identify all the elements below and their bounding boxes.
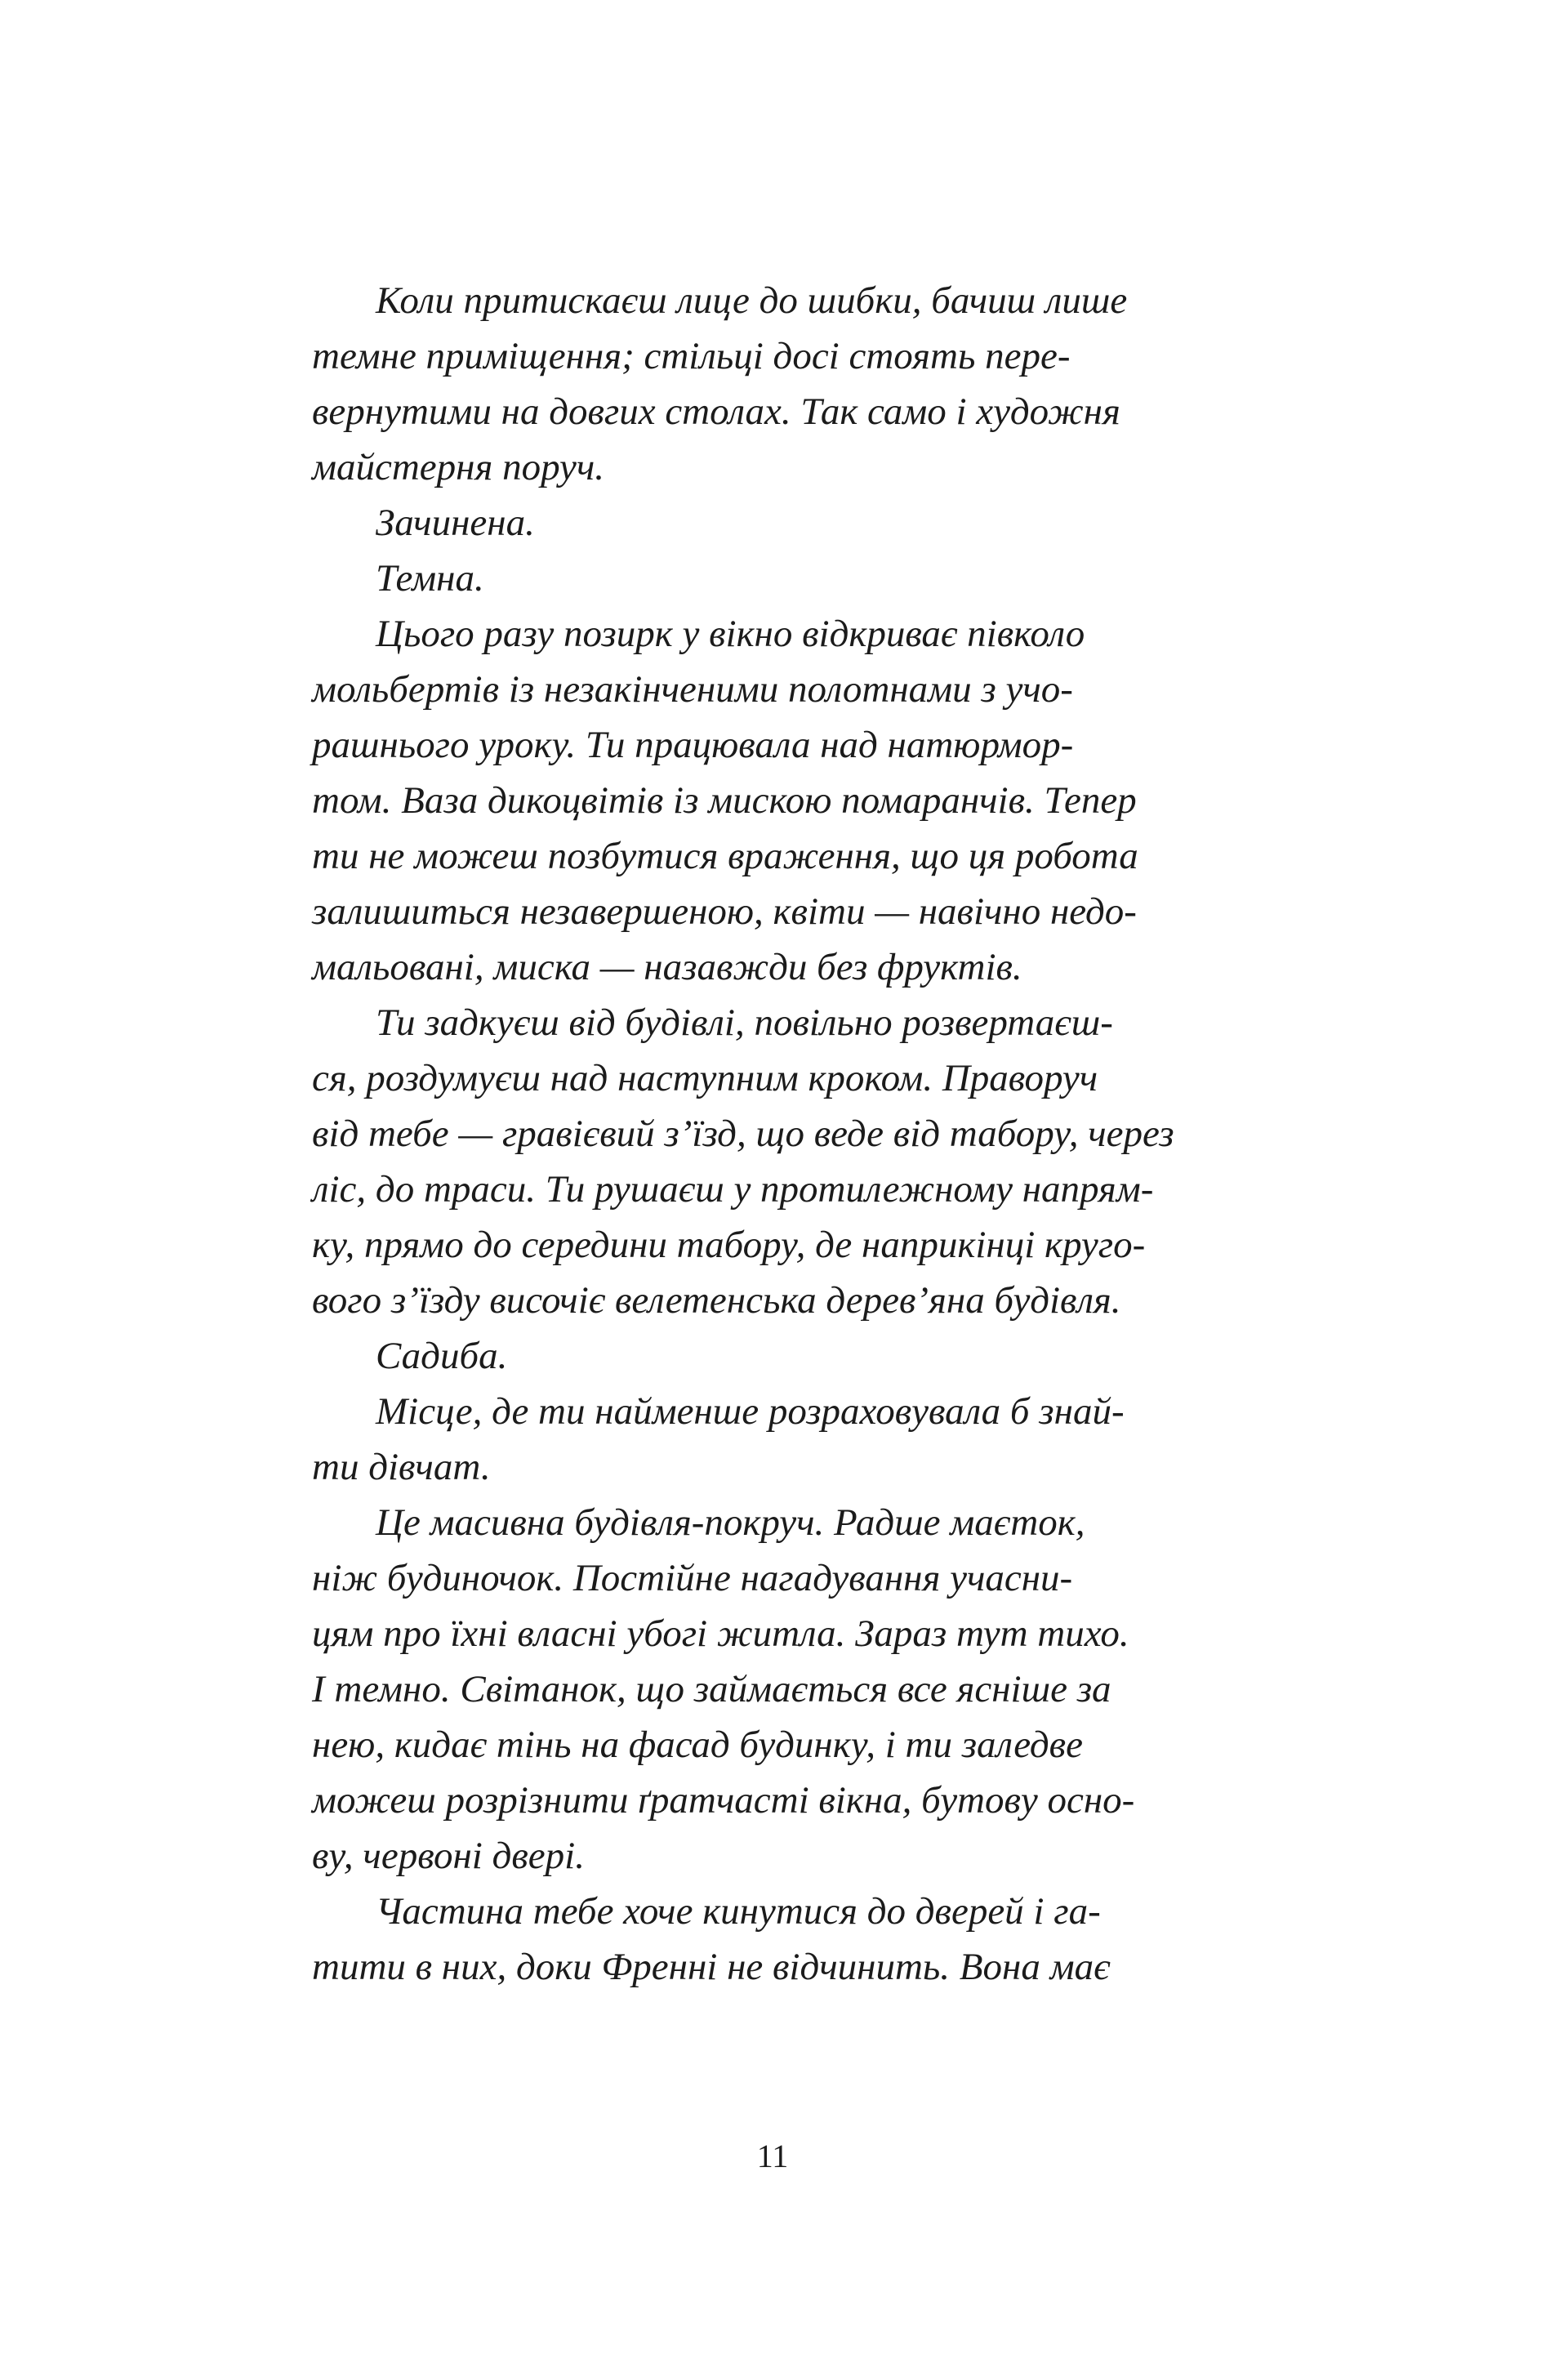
- text-line: мальовані, миска — назавжди без фруктів.: [312, 946, 1022, 988]
- text-line: тити в них, доки Френні не відчинить. Вона має: [312, 1946, 1111, 1988]
- text-line: ся, роздумуєш над наступним кроком. Праворуч: [312, 1057, 1098, 1099]
- text-line: І темно. Світанок, що займається все ясніше за: [312, 1668, 1111, 1710]
- text-line: Частина тебе хоче кинутися до дверей і га-: [376, 1890, 1101, 1933]
- page-number: 11: [756, 2138, 789, 2174]
- text-line: том. Ваза дикоцвітів із мискою помаранчів. Тепер: [312, 779, 1137, 822]
- text-line: ку, прямо до середини табору, де наприкінці круго-: [312, 1224, 1146, 1266]
- text-line: ти дівчат.: [312, 1446, 491, 1488]
- text-line: залишиться незавершеною, квіти — навічно недо-: [312, 890, 1137, 933]
- text-line: вернутими на довгих столах. Так само і художня: [312, 390, 1120, 433]
- text-line: ву, червоні двері.: [312, 1835, 585, 1877]
- text-line: Це масивна будівля-покруч. Радше маєток,: [376, 1501, 1085, 1544]
- text-line: Темна.: [376, 557, 484, 600]
- text-line: рашнього уроку. Ти працювала над натюрмор-: [312, 724, 1074, 766]
- text-line: темне приміщення; стільці досі стоять пере-: [312, 335, 1071, 377]
- text-line: Садиба.: [376, 1335, 508, 1377]
- text-line: від тебе — гравієвий з’їзд, що веде від табору, через: [312, 1113, 1174, 1155]
- text-line: нею, кидає тінь на фасад будинку, і ти заледве: [312, 1724, 1083, 1766]
- text-line: вого з’їзду височіє велетенська дерев’яна будівля.: [312, 1279, 1121, 1322]
- body-text-block: [312, 273, 1284, 1995]
- text-line: майстерня поруч.: [312, 446, 604, 488]
- text-line: Зачинена.: [376, 502, 535, 544]
- text-line: Місце, де ти найменше розраховувала б знай-: [376, 1390, 1125, 1433]
- text-line: цям про їхні власні убогі житла. Зараз тут тихо.: [312, 1612, 1129, 1655]
- text-line: ніж будиночок. Постійне нагадування учасни-: [312, 1557, 1073, 1599]
- text-line: ліс, до траси. Ти рушаєш у протилежному напрям-: [312, 1168, 1154, 1211]
- text-line: Цього разу позирк у вікно відкриває півколо: [376, 613, 1085, 655]
- text-line: Коли притискаєш лице до шибки, бачиш лише: [376, 279, 1128, 322]
- text-line: можеш розрізнити ґратчасті вікна, бутову осно-: [312, 1779, 1135, 1822]
- text-line: ти не можеш позбутися враження, що ця робота: [312, 835, 1138, 877]
- text-line: Ти задкуєш від будівлі, повільно розвертаєш-: [376, 1001, 1113, 1044]
- text-line: мольбертів із незакінченими полотнами з учо-: [312, 668, 1073, 711]
